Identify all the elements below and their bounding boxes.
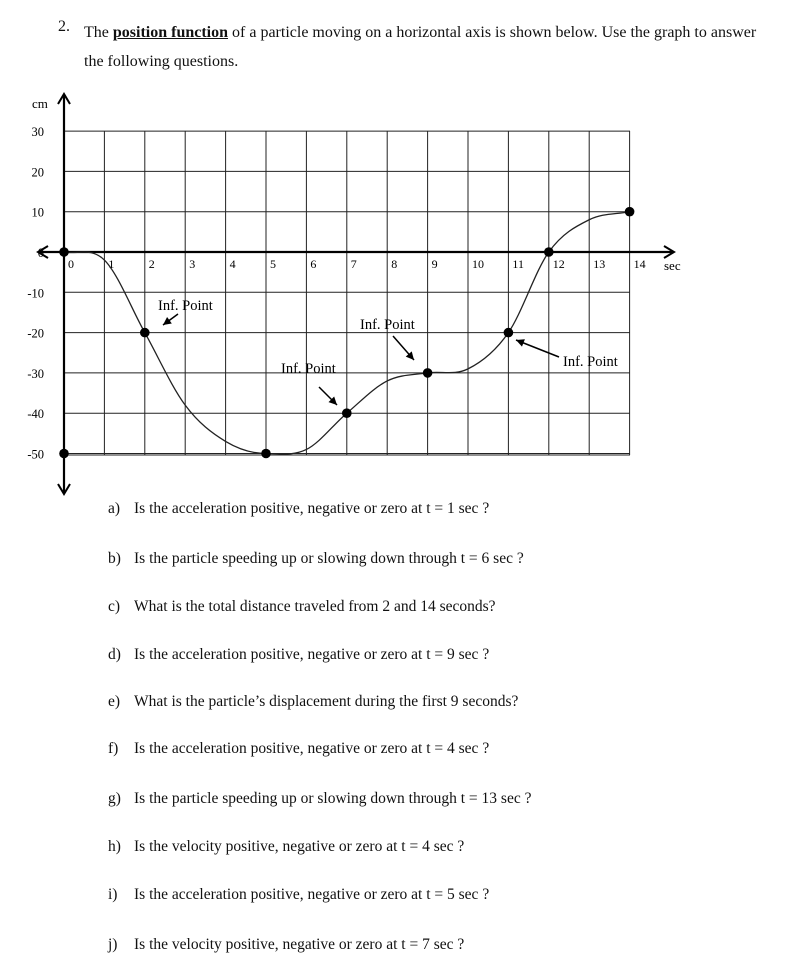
intro-post: of a particle moving on a horizontal axis is shown below. Use the graph to answer the following questions. xyxy=(84,24,757,70)
question-item xyxy=(108,790,531,808)
x-tick-label: 10 xyxy=(472,257,484,271)
y-tick-label: 30 xyxy=(31,125,44,140)
y-tick-label: -40 xyxy=(27,407,44,422)
data-point xyxy=(544,247,554,257)
chart-axes xyxy=(32,94,681,494)
question-label: h) xyxy=(108,838,121,855)
x-tick-label: 2 xyxy=(148,257,155,271)
y-tick-label: -50 xyxy=(27,447,44,462)
x-tick-label: 11 xyxy=(512,257,524,271)
inf-point-label: Inf. Point xyxy=(281,361,336,377)
question-end: ? xyxy=(453,838,465,855)
data-point xyxy=(625,207,635,217)
question-text: Is the acceleration positive, negative or zero at xyxy=(134,500,427,517)
x-tick-label: 6 xyxy=(310,257,317,271)
data-point xyxy=(59,247,69,257)
question-time: t = 5 sec xyxy=(426,886,479,903)
data-point xyxy=(59,449,69,459)
x-tick-label: 12 xyxy=(552,257,565,271)
data-point xyxy=(140,328,150,338)
data-point xyxy=(504,328,514,338)
x-tick-label: 8 xyxy=(391,257,398,271)
question-item xyxy=(108,886,489,904)
question-label: a) xyxy=(108,500,121,517)
x-tick-label: 7 xyxy=(350,257,357,271)
question-time: t = 6 sec xyxy=(460,550,513,567)
inf-point-label: Inf. Point xyxy=(563,354,618,370)
question-label: e) xyxy=(108,693,121,710)
question-item xyxy=(108,693,518,711)
question-item xyxy=(108,500,489,518)
problem-number: 2. xyxy=(58,18,70,35)
question-item xyxy=(108,838,464,856)
question-text: Is the velocity positive, negative or zero at xyxy=(134,838,402,855)
y-tick-label: -20 xyxy=(27,326,44,341)
question-text: Is the acceleration positive, negative or zero at xyxy=(134,886,427,903)
question-text: What is the total distance traveled from 2 and 14 seconds? xyxy=(134,598,496,615)
x-tick-label: 0 xyxy=(68,257,74,271)
chart-grid xyxy=(64,131,630,455)
question-label: f) xyxy=(108,740,119,757)
y-tick-label: -30 xyxy=(27,366,44,381)
question-text: Is the acceleration positive, negative or zero at xyxy=(134,740,427,757)
x-tick-label: 3 xyxy=(189,257,196,271)
question-item xyxy=(108,646,489,664)
x-tick-label: 1 xyxy=(108,257,115,271)
inf-point-label: Inf. Point xyxy=(158,298,213,314)
question-end: ? xyxy=(453,936,465,953)
x-tick-label: 13 xyxy=(593,257,606,271)
x-tick-label: 5 xyxy=(270,257,276,271)
data-point xyxy=(261,449,271,459)
question-time: t = 9 sec xyxy=(426,646,479,663)
question-end: ? xyxy=(478,500,490,517)
question-item xyxy=(108,598,496,616)
question-label: c) xyxy=(108,598,121,615)
data-point xyxy=(423,368,433,378)
question-text: What is the particle’s displacement during the first 9 seconds? xyxy=(134,693,519,710)
question-end: ? xyxy=(478,740,490,757)
question-time: t = 4 sec xyxy=(426,740,479,757)
y-tick-label: -10 xyxy=(27,286,44,301)
question-label: g) xyxy=(108,790,121,807)
question-time: t = 13 sec xyxy=(460,790,521,807)
y-tick-label: 10 xyxy=(31,205,44,220)
question-time: t = 1 sec xyxy=(426,500,479,517)
question-label: b) xyxy=(108,550,121,567)
question-label: i) xyxy=(108,886,118,903)
question-label: d) xyxy=(108,646,121,663)
y-tick-label: 0 xyxy=(37,246,44,260)
intro-pre: The xyxy=(84,24,113,41)
intro-bold: position function xyxy=(112,24,229,41)
question-text: Is the velocity positive, negative or zero at xyxy=(134,936,402,953)
x-tick-label: 14 xyxy=(633,257,646,271)
question-end: ? xyxy=(478,646,490,663)
question-text: Is the acceleration positive, negative or zero at xyxy=(134,646,427,663)
question-item xyxy=(108,550,524,568)
question-end: ? xyxy=(520,790,532,807)
y-axis-label: cm xyxy=(32,96,48,111)
data-point xyxy=(342,408,352,418)
x-tick-label: 9 xyxy=(431,257,438,271)
x-axis-label: sec xyxy=(664,258,681,273)
y-tick-label: 20 xyxy=(31,165,44,180)
question-end: ? xyxy=(478,886,490,903)
question-item xyxy=(108,936,464,954)
question-time: t = 7 sec xyxy=(401,936,454,953)
question-time: t = 4 sec xyxy=(401,838,454,855)
inf-point-arrowhead xyxy=(163,317,172,325)
question-label: j) xyxy=(108,936,118,953)
question-end: ? xyxy=(512,550,524,567)
question-text: Is the particle speeding up or slowing down through xyxy=(134,790,461,807)
x-tick-label: 4 xyxy=(229,257,236,271)
question-item xyxy=(108,740,489,758)
chart-ticks xyxy=(27,125,645,461)
question-text: Is the particle speeding up or slowing down through xyxy=(134,550,461,567)
inf-point-label: Inf. Point xyxy=(360,317,415,333)
